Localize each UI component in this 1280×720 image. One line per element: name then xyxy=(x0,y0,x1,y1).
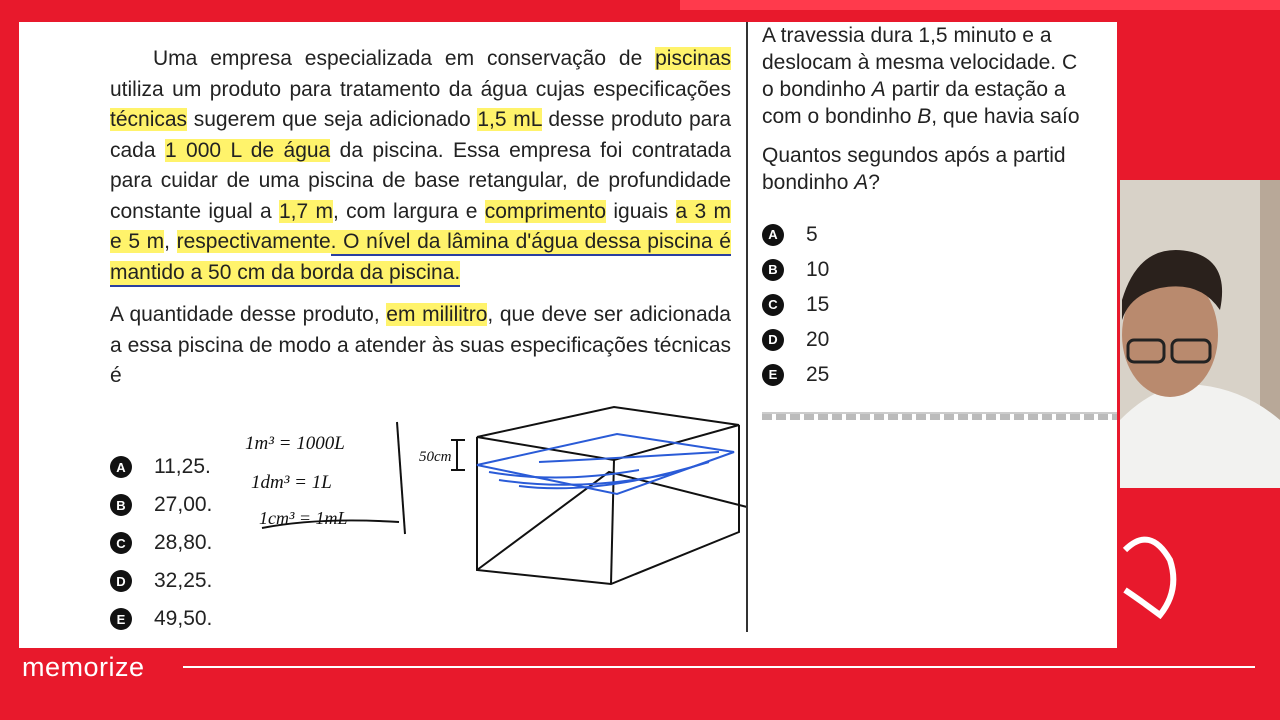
question-2-options xyxy=(762,217,829,392)
svg-text:1m³ = 1000L: 1m³ = 1000L xyxy=(245,433,345,454)
brand-underline xyxy=(183,666,1255,668)
box-top xyxy=(477,407,739,460)
option-a[interactable]: A 11,25. xyxy=(110,448,212,486)
option-c[interactable]: C 15 xyxy=(762,287,829,322)
option-letter-badge: A xyxy=(762,224,784,246)
svg-text:50cm: 50cm xyxy=(419,449,452,465)
box-front xyxy=(477,425,739,584)
option-letter-badge: B xyxy=(762,259,784,281)
option-b[interactable]: B 27,00. xyxy=(110,486,212,524)
box-edge xyxy=(611,460,614,584)
webcam-feed xyxy=(1120,180,1280,488)
brand-wordmark: memorize xyxy=(22,652,145,682)
option-c[interactable]: C 28,80. xyxy=(110,524,212,562)
option-d[interactable]: D 32,25. xyxy=(110,562,212,600)
option-letter-badge: A xyxy=(110,456,132,478)
presenter-silhouette xyxy=(1120,180,1280,488)
option-b[interactable]: B 10 xyxy=(762,252,829,287)
brand-logo-icon xyxy=(1120,530,1180,630)
bracket-line xyxy=(397,422,405,534)
option-letter-badge: B xyxy=(110,494,132,516)
option-letter-badge: D xyxy=(762,329,784,351)
option-e[interactable]: E 25 xyxy=(762,357,829,392)
question-1-paragraph-2: A quantidade desse produto, em mililitro, que deve ser adicionada a essa piscina de modo a atender às suas especificações técnicas é xyxy=(110,303,731,387)
option-letter-badge: C xyxy=(110,532,132,554)
option-d[interactable]: D 20 xyxy=(762,322,829,357)
question-2: A travessia dura 1,5 minuto e a deslocam à mesma velocidade. C o bondinho A partir da estação a com o bondinho B, que havia saío Quantos segundos após a partid bondinho A? xyxy=(762,24,1080,194)
option-letter-badge: C xyxy=(762,294,784,316)
column-divider xyxy=(746,22,748,632)
exam-page xyxy=(19,22,1117,648)
option-a[interactable]: A 5 xyxy=(762,217,829,252)
option-letter-badge: E xyxy=(762,364,784,386)
section-separator xyxy=(762,412,1117,420)
option-letter-badge: D xyxy=(110,570,132,592)
top-stripe xyxy=(680,0,1280,10)
option-e[interactable]: E 49,50. xyxy=(110,600,212,638)
depth-marker xyxy=(451,440,465,470)
svg-text:1cm³ = 1mL: 1cm³ = 1mL xyxy=(259,508,348,528)
question-1-paragraph-1: Uma empresa especializada em conservação de piscinas utiliza um produto para tratamento da água cujas especificações técnicas sugerem que seja adicionado 1,5 mL desse produto para cada 1 000 L de água da piscina. Essa empresa foi contratada para cuidar de uma piscina de base retangular, de profundidade constante igual a 1,7 m, com largura e comprimento iguais a 3 m e 5 m, respectivamente. O nível da lâmina d'água dessa piscina é mantido a 50 cm da borda da piscina. xyxy=(110,44,731,288)
svg-text:1dm³ = 1L: 1dm³ = 1L xyxy=(251,472,332,493)
option-letter-badge: E xyxy=(110,608,132,630)
